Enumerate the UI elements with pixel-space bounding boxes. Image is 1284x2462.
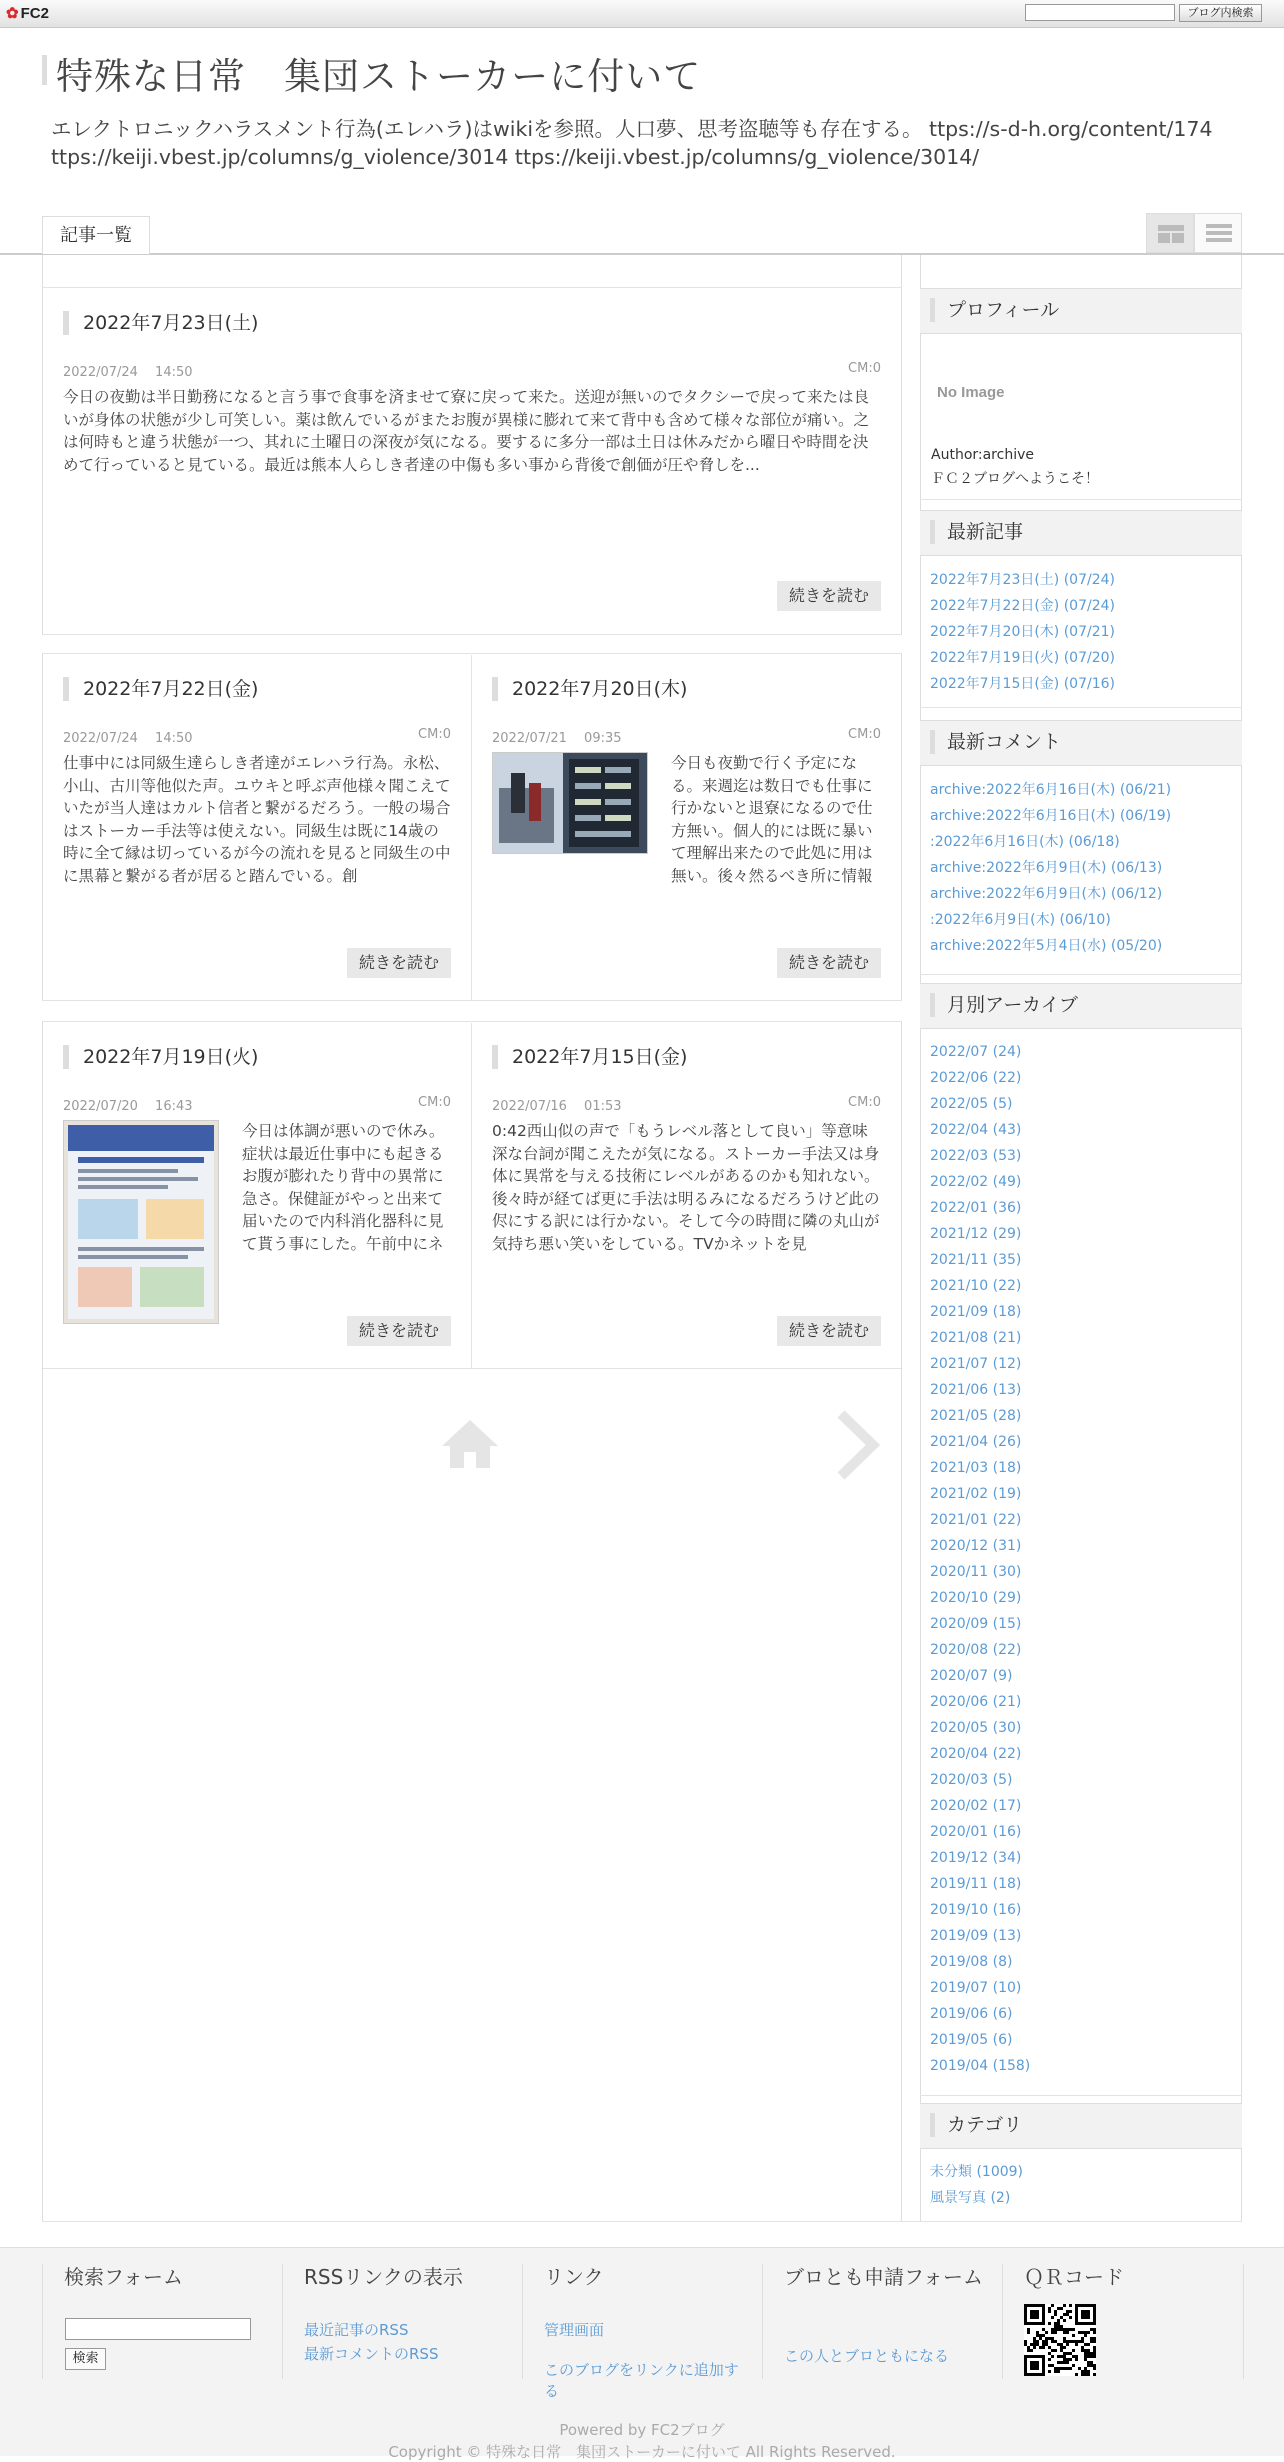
home-icon[interactable] [440, 1418, 500, 1474]
archive-month-link[interactable]: 2020/10 (29) [930, 1590, 1022, 1606]
recent-comments-widget [920, 720, 1242, 975]
archive-month-link[interactable]: 2020/09 (15) [930, 1616, 1022, 1632]
recent-comments-heading-bar [920, 720, 1242, 766]
blog-description: エレクトロニックハラスメント行為(エレハラ)はwikiを参照。人口夢、思考盗聴等も存在する。 ttps://s-d-h.org/content/174 ttps://keiji.vbest.jp/columns/g_violence/3014 ttps://keiji.vbest.jp/columns/g_violence/3014/ [51, 117, 1213, 169]
archive-month-link[interactable]: 2019/10 (16) [930, 1902, 1022, 1918]
archive-month-link[interactable]: 2019/07 (10) [930, 1980, 1022, 1996]
add-link-link[interactable]: このブログをリンクに追加する [544, 2361, 739, 2400]
entry-separator [42, 1000, 902, 1022]
entry-excerpt: 仕事中には同級生達らしき者達がエレハラ行為。永松、小山、古川等他似た声。ユウキと呼ぶ声他様々聞こえていたが当人達はカルト信者と繋がるだろう。一般の場合はストーカー手法等は使えない。同級生は既に14歳の時に全て縁は切っているが今の流れを見ると同級生の中に黒幕と繋がる者が居ると踏んでいる。創 [63, 754, 451, 885]
read-more-button[interactable]: 続きを読む [347, 948, 451, 978]
entry-title[interactable]: 2022年7月23日(土) [63, 311, 258, 335]
archive-month-link[interactable]: 2021/03 (18) [930, 1460, 1022, 1476]
entry-comment-count[interactable]: CM:0 [848, 361, 881, 376]
fc2-logo-text: FC2 [20, 5, 49, 22]
archive-month-link[interactable]: 2021/04 (26) [930, 1434, 1022, 1450]
recent-comments-heading: 最新コメント [930, 730, 1061, 754]
categories-heading: カテゴリ [930, 2113, 1022, 2137]
nav-article-list[interactable]: 記事一覧 [42, 216, 150, 254]
entries-end-divider [43, 1368, 901, 1369]
archive-month-link[interactable]: 2020/02 (17) [930, 1798, 1022, 1814]
entry-comment-count[interactable]: CM:0 [848, 1095, 881, 1110]
category-link[interactable]: 未分類 (1009) [930, 2164, 1024, 2180]
entry-comment-count[interactable]: CM:0 [848, 727, 881, 742]
read-more-button[interactable]: 続きを読む [777, 948, 881, 978]
recent-post-link[interactable]: 2022年7月20日(木) (07/21) [930, 624, 1115, 640]
blog-title[interactable]: 特殊な日常 集団ストーカーに付いて [56, 55, 702, 98]
recent-comments-list [930, 777, 1171, 959]
entry-comment-count[interactable]: CM:0 [418, 727, 451, 742]
recent-comment-link[interactable]: archive:2022年6月16日(木) (06/21) [930, 782, 1172, 798]
archive-month-link[interactable]: 2021/08 (21) [930, 1330, 1022, 1346]
entry-card [43, 289, 901, 634]
archive-month-link[interactable]: 2021/07 (12) [930, 1356, 1022, 1372]
entry-date: 2022/07/16 01:53 [492, 1099, 622, 1114]
archive-month-link[interactable]: 2020/06 (21) [930, 1694, 1022, 1710]
categories-heading-bar [920, 2103, 1242, 2149]
entry-card [472, 655, 901, 1000]
archive-month-link[interactable]: 2021/02 (19) [930, 1486, 1022, 1502]
entry-excerpt: 今日は体調が悪いので休み。症状は最近仕事中にも起きるお腹が膨れたり背中の異常に急さ。保健証がやっと出来て届いたので内科消化器科に見て貰う事にした。午前中にネ [242, 1122, 445, 1253]
footer-rss-heading: RSSリンクの表示 [304, 2265, 463, 2289]
entry-date: 2022/07/24 14:50 [63, 365, 193, 380]
entry-date: 2022/07/20 16:43 [63, 1099, 193, 1114]
footer-links-heading: リンク [544, 2265, 604, 2289]
blog-search-button[interactable]: ブログ内検索 [1179, 4, 1262, 22]
archive-month-link[interactable]: 2019/04 (158) [930, 2058, 1031, 2074]
profile-widget [920, 288, 1242, 500]
recent-posts-heading: 最新記事 [930, 520, 1023, 544]
archive-month-link[interactable]: 2021/11 (35) [930, 1252, 1022, 1268]
footer-links [522, 2264, 763, 2400]
blotomo-request-link[interactable]: この人とブロともになる [784, 2347, 950, 2365]
recent-comment-link[interactable]: :2022年6月9日(木) (06/10) [930, 912, 1111, 928]
list-view-icon[interactable] [1194, 213, 1242, 253]
entry-excerpt: 0:42西山似の声で「もうレベル落として良い」等意味深な台詞が聞こえたが気になる。ストーカー手法又は身体に異常を与える技術にレベルがあるのかも知れない。後々時が経てば更に手法は明るみになるだろうけど此の侭にする訳には行かない。そして今の時間に隣の丸山が気持ち悪い笑いをしている。TVかネットを見 [492, 1122, 880, 1253]
next-arrow-icon[interactable] [835, 1410, 881, 1484]
archive-month-link[interactable]: 2021/10 (22) [930, 1278, 1022, 1294]
archives-list [930, 1039, 1030, 2079]
recent-post-link[interactable]: 2022年7月22日(金) (07/24) [930, 598, 1115, 614]
category-link[interactable]: 風景写真 (2) [930, 2190, 1011, 2206]
archive-month-link[interactable]: 2019/06 (6) [930, 2006, 1013, 2022]
entry-card [43, 1023, 471, 1368]
archive-month-link[interactable]: 2020/07 (9) [930, 1668, 1013, 1684]
archive-month-link[interactable]: 2019/11 (18) [930, 1876, 1022, 1892]
read-more-button[interactable]: 続きを読む [777, 1316, 881, 1346]
widget-divider [920, 707, 1242, 708]
entry-card [43, 655, 471, 1000]
archive-month-link[interactable]: 2021/09 (18) [930, 1304, 1022, 1320]
fc2-toolbar [0, 0, 1284, 28]
footer-blotomo-heading: ブロとも申請フォーム [784, 2265, 983, 2289]
archive-month-link[interactable]: 2019/09 (13) [930, 1928, 1022, 1944]
archive-month-link[interactable]: 2020/08 (22) [930, 1642, 1022, 1658]
archive-month-link[interactable]: 2020/12 (31) [930, 1538, 1022, 1554]
footer-search-heading: 検索フォーム [64, 2265, 183, 2289]
archive-month-link[interactable]: 2022/07 (24) [930, 1044, 1022, 1060]
entry-excerpt: 今日の夜勤は半日勤務になると言う事で食事を済ませて寮に戻って来た。送迎が無いのでタクシーで戻って来たは良いが身体の状態が少し可笑しい。薬は飲んでいるがまたお腹が異様に膨れて来て背中も含めて様々な部位が痛い。之は何時もと違う状態が一つ、其れに土曜日の深夜が気になる。要するに多分一部は土日は休みだから曜日や時間を決めて行っていると見ている。最近は熊本人らしき者達の中傷も多い事から背後で創価が圧や脅しを... [63, 388, 870, 474]
archive-month-link[interactable]: 2021/01 (22) [930, 1512, 1022, 1528]
footer-search-input[interactable] [65, 2318, 251, 2340]
footer-search [42, 2264, 283, 2379]
entry-title[interactable]: 2022年7月20日(木) [492, 677, 687, 701]
entry-date: 2022/07/24 14:50 [63, 731, 193, 746]
archive-month-link[interactable]: 2021/06 (13) [930, 1382, 1022, 1398]
widget-divider [920, 974, 1242, 975]
recent-post-link[interactable]: 2022年7月15日(金) (07/16) [930, 676, 1115, 692]
entry-title[interactable]: 2022年7月22日(金) [63, 677, 258, 701]
widget-divider [920, 2095, 1242, 2096]
archive-month-link[interactable]: 2019/08 (8) [930, 1954, 1013, 1970]
footer-search-button[interactable]: 検索 [65, 2348, 106, 2370]
archives-heading-bar [920, 983, 1242, 1029]
entry-title[interactable]: 2022年7月15日(金) [492, 1045, 687, 1069]
archive-month-link[interactable]: 2021/05 (28) [930, 1408, 1022, 1424]
fc2-logo[interactable]: ✿ FC2 [6, 5, 49, 22]
archive-month-link[interactable]: 2020/04 (22) [930, 1746, 1022, 1762]
archive-month-link[interactable]: 2022/01 (36) [930, 1200, 1022, 1216]
archive-month-link[interactable]: 2020/03 (5) [930, 1772, 1013, 1788]
copyright: Copyright © 特殊な日常 集団ストーカーに付いて All Rights Reserved. [388, 2443, 896, 2461]
rss-recent-comments-link[interactable]: 最新コメントのRSS [304, 2345, 439, 2363]
archives-heading: 月別アーカイブ [930, 993, 1078, 1017]
categories-list [930, 2159, 1023, 2211]
entry-comment-count[interactable]: CM:0 [418, 1095, 451, 1110]
powered-by[interactable]: Powered by FC2ブログ [559, 2421, 725, 2439]
footer-rss [282, 2264, 523, 2379]
recent-comment-link[interactable]: :2022年6月16日(木) (06/18) [930, 834, 1120, 850]
archive-month-link[interactable]: 2020/05 (30) [930, 1720, 1022, 1736]
archives-widget [920, 983, 1242, 2098]
read-more-button[interactable]: 続きを読む [777, 581, 881, 611]
entry-separator [42, 634, 902, 654]
categories-widget [920, 2103, 1242, 2221]
archive-month-link[interactable]: 2019/12 (34) [930, 1850, 1022, 1866]
profile-author: Author:archive [931, 447, 1034, 463]
recent-posts-heading-bar [920, 510, 1242, 556]
main-top-strip [42, 255, 902, 288]
entry-excerpt: 今日も夜勤で行く予定になる。来週迄は数日でも仕事に行かないと退寮になるので仕方無い。個人的には既に暴いて理解出来たので此処に用は無い。後々然るべき所に情報 [671, 754, 873, 885]
archive-month-link[interactable]: 2019/05 (6) [930, 2032, 1013, 2048]
footer-blotomo [762, 2264, 1003, 2379]
recent-comment-link[interactable]: archive:2022年5月4日(水) (05/20) [930, 938, 1163, 954]
title-accent-bar [42, 55, 47, 85]
rss-recent-posts-link[interactable]: 最近記事のRSS [304, 2321, 409, 2339]
archive-month-link[interactable]: 2022/04 (43) [930, 1122, 1022, 1138]
recent-post-link[interactable]: 2022年7月19日(火) (07/20) [930, 650, 1115, 666]
widget-divider [920, 499, 1242, 500]
recent-comment-link[interactable]: archive:2022年6月16日(木) (06/19) [930, 808, 1172, 824]
profile-welcome: ＦＣ２ブログへようこそ！ [931, 471, 1099, 487]
footer-qr-heading: ＱＲコード [1024, 2265, 1124, 2289]
blog-search-input[interactable] [1025, 4, 1175, 21]
content-bottom-border [42, 2221, 1242, 2222]
recent-posts-widget [920, 510, 1242, 708]
archive-month-link[interactable]: 2022/05 (5) [930, 1096, 1013, 1112]
profile-heading-bar [920, 288, 1242, 334]
archive-month-link[interactable]: 2022/03 (53) [930, 1148, 1022, 1164]
recent-comment-link[interactable]: archive:2022年6月9日(木) (06/12) [930, 886, 1163, 902]
profile-no-image: No Image [937, 384, 1005, 401]
qr-code-image [1024, 2304, 1096, 2376]
entry-thumbnail[interactable] [63, 1120, 219, 1324]
archive-month-link[interactable]: 2022/06 (22) [930, 1070, 1022, 1086]
archive-month-link[interactable]: 2021/12 (29) [930, 1226, 1022, 1242]
entry-card [472, 1023, 901, 1368]
archive-month-link[interactable]: 2020/01 (16) [930, 1824, 1022, 1840]
entry-date: 2022/07/21 09:35 [492, 731, 622, 746]
read-more-button[interactable]: 続きを読む [347, 1316, 451, 1346]
entry-title[interactable]: 2022年7月19日(火) [63, 1045, 258, 1069]
profile-heading: プロフィール [930, 298, 1059, 322]
footer-qr [1002, 2264, 1244, 2379]
archive-month-link[interactable]: 2022/02 (49) [930, 1174, 1022, 1190]
archive-month-link[interactable]: 2020/11 (30) [930, 1564, 1022, 1580]
grid-view-icon[interactable] [1146, 213, 1194, 253]
recent-post-link[interactable]: 2022年7月23日(土) (07/24) [930, 572, 1115, 588]
entry-thumbnail[interactable] [492, 752, 648, 854]
recent-comment-link[interactable]: archive:2022年6月9日(木) (06/13) [930, 860, 1163, 876]
admin-panel-link[interactable]: 管理画面 [544, 2321, 605, 2339]
recent-posts-list [930, 567, 1115, 697]
